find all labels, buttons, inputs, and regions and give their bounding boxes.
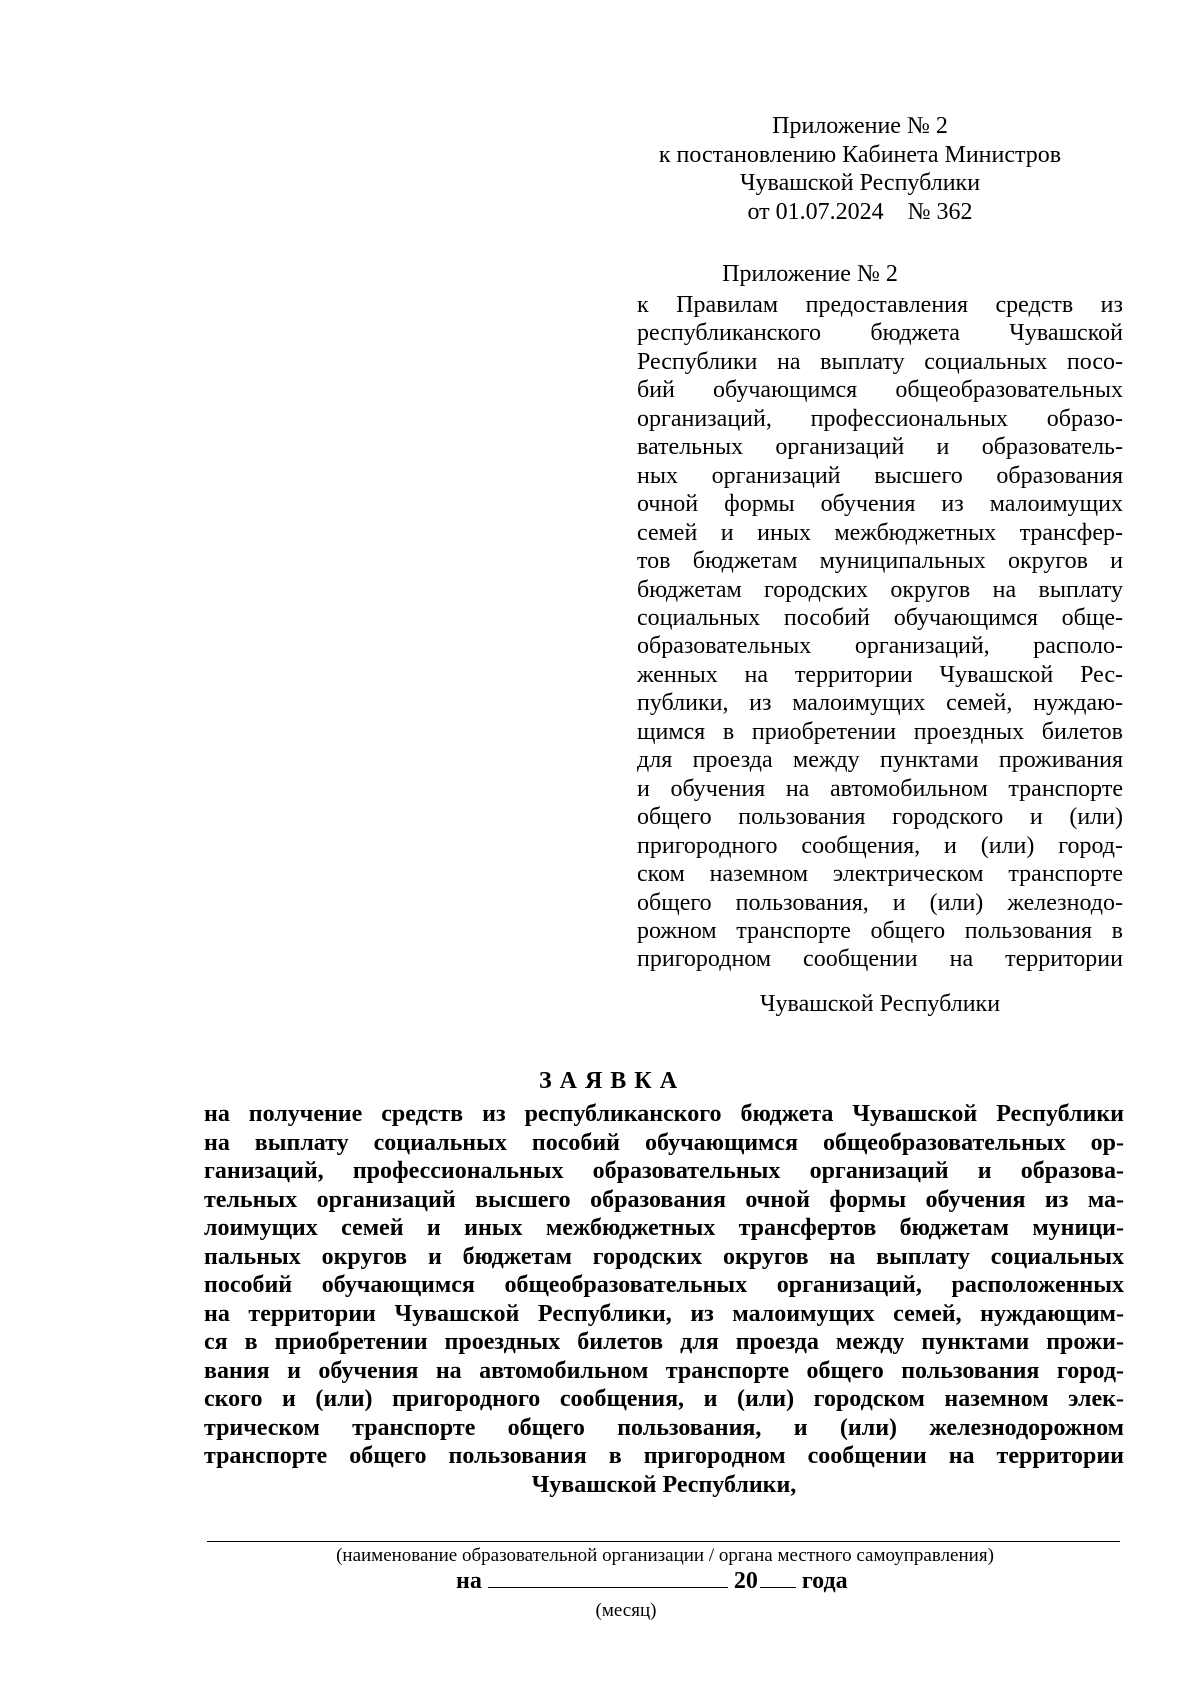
appendix-1-line-4: от 01.07.2024 № 362 (747, 198, 973, 225)
request-line: ганизаций, профессиональных образовательных организаций и образова- (204, 1158, 1124, 1184)
year-prefix: 20 (733, 1568, 758, 1594)
appendix-1-line-1: Приложение № 2 (772, 113, 948, 139)
period-prefix: на (456, 1568, 482, 1594)
rules-line: социальных пособий обучающимся обще- (637, 604, 1123, 631)
appendix-2-heading: Приложение № 2 (722, 261, 898, 287)
appendix-2-rules-text (637, 291, 1123, 974)
appendix-2-heading-block (700, 260, 920, 289)
rules-line: организаций, профессиональных образо- (637, 405, 1123, 432)
request-line: ся в приобретении проездных билетов для проезда между пунктами прожи- (204, 1329, 1124, 1355)
request-last-line: Чувашской Республики, (531, 1471, 797, 1498)
rules-line: для проезда между пунктами проживания (637, 747, 1123, 774)
rules-line: очной формы обучения из малоимущих (637, 491, 1123, 518)
month-caption: (месяц) (595, 1600, 657, 1621)
request-text (204, 1100, 1124, 1499)
rules-line: щимся в приобретении проездных билетов (637, 718, 1123, 745)
year-blank-field[interactable] (760, 1567, 796, 1588)
organization-blank-line[interactable] (207, 1541, 1120, 1542)
document-title: ЗАЯВКА (538, 1068, 686, 1094)
rules-line: общего пользования городского и (или) (637, 804, 1123, 831)
rules-line: общего пользования, и (или) железнодо- (637, 889, 1123, 916)
rules-line: ных организаций высшего образования (637, 462, 1123, 489)
request-line: на территории Чувашской Республики, из малоимущих семей, нуждающим- (204, 1300, 1124, 1327)
request-line: трическом транспорте общего пользования, и (или) железнодорожном (204, 1414, 1124, 1441)
request-line: на выплату социальных пособий обучающимся общеобразовательных ор- (204, 1129, 1124, 1156)
rules-line: Республики на выплату социальных посо- (637, 348, 1123, 375)
rules-line: семей и иных межбюджетных трансфер- (637, 519, 1123, 546)
rules-line: и обучения на автомобильном транспорте (637, 775, 1123, 802)
rules-last-line: Чувашской Республики (759, 991, 1001, 1017)
organization-caption: (наименование образовательной организации / органа местного самоуправления) (336, 1545, 994, 1566)
period-suffix: года (801, 1568, 848, 1594)
rules-line: пригородного сообщения, и (или) город- (637, 832, 1123, 859)
rules-line: бий обучающимся общеобразовательных (637, 377, 1123, 404)
request-line: вания и обучения на автомобильном транспорте общего пользования город- (204, 1357, 1124, 1384)
rules-line: к Правилам предоставления средств из (637, 292, 1123, 318)
rules-line: образовательных организаций, располо- (637, 633, 1123, 660)
appendix-1-line-2: к постановлению Кабинета Министров (658, 141, 1062, 168)
rules-line: тов бюджетам муниципальных округов и (637, 548, 1123, 575)
rules-line: ском наземном электрическом транспорте (637, 861, 1123, 888)
rules-line: публики, из малоимущих семей, нуждаю- (637, 690, 1123, 717)
request-line: ского и (или) пригородного сообщения, и (или) городском наземном элек- (204, 1386, 1124, 1412)
rules-line: республиканского бюджета Чувашской (637, 320, 1123, 347)
request-line: транспорте общего пользования в пригородном сообщении на территории (204, 1443, 1124, 1469)
rules-line: пригородном сообщении на территории (637, 946, 1123, 973)
request-line: на получение средств из республиканского бюджета Чувашской Республики (204, 1101, 1124, 1127)
rules-line: бюджетам городских округов на выплату (637, 576, 1123, 603)
appendix-1-line-3: Чувашской Республики (739, 170, 981, 196)
request-line: пособий обучающимся общеобразовательных организаций, расположенных (204, 1272, 1124, 1298)
rules-line: вательных организаций и образователь- (637, 434, 1123, 461)
appendix-1-header (620, 112, 1100, 226)
period-row (456, 1567, 848, 1595)
rules-line: женных на территории Чувашской Рес- (637, 661, 1123, 688)
request-line: тельных организаций высшего образования очной формы обучения из ма- (204, 1186, 1124, 1213)
rules-line: рожном транспорте общего пользования в (637, 917, 1123, 944)
month-blank-field[interactable] (488, 1567, 728, 1588)
request-line: лоимущих семей и иных межбюджетных трансфертов бюджетам муници- (204, 1215, 1124, 1241)
request-line: пальных округов и бюджетам городских округов на выплату социальных (204, 1243, 1124, 1270)
